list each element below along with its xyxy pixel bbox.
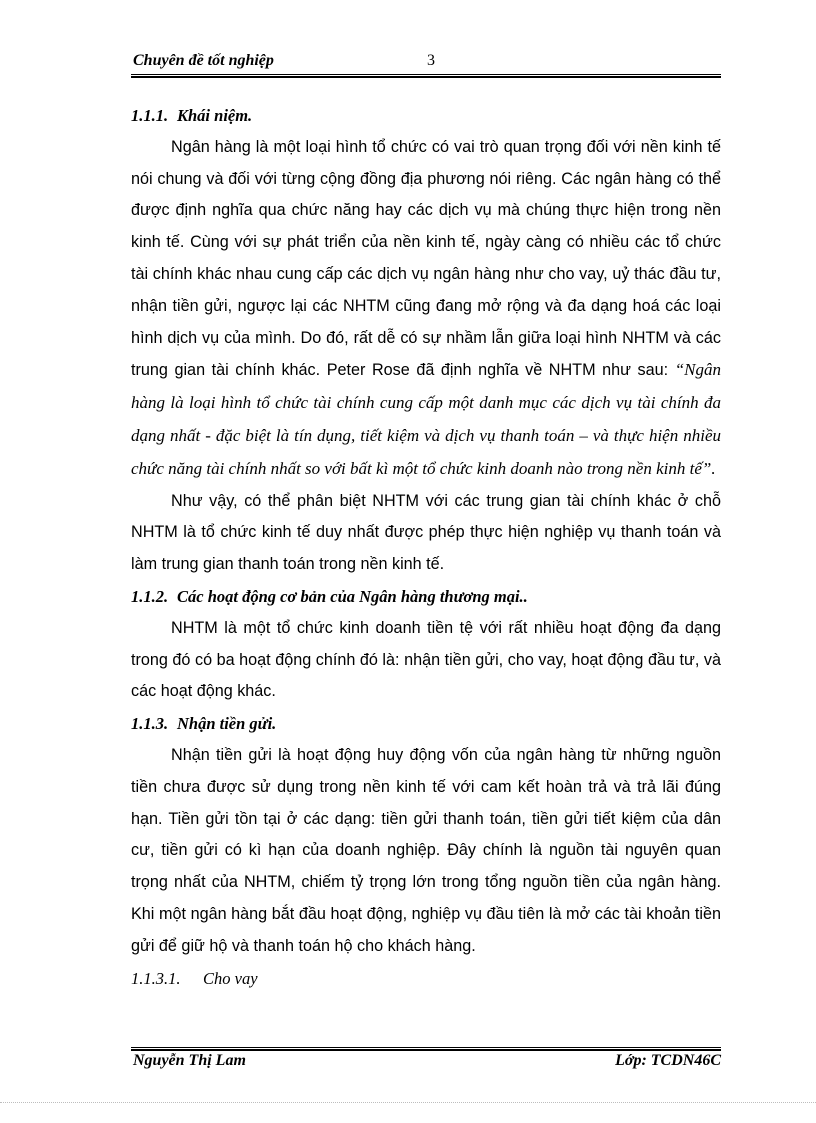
section-heading-1-1-1 bbox=[131, 100, 721, 132]
paragraph bbox=[131, 132, 721, 486]
subsection-heading bbox=[131, 963, 721, 995]
quote-text: “Ngân hàng là loại hình tổ chức tài chính cung cấp một danh mục các dịch vụ tài chính đa dạng nhất - đặc biệt là tín dụng, tiết kiệm và dịch vụ thanh toán – và thực hiện nhiều chức năng tài chính nhất so với bất kì một tổ chức kinh doanh nào trong nền kinh tế”. bbox=[131, 360, 721, 478]
page-header bbox=[133, 52, 721, 74]
section-title: Các hoạt động cơ bản của Ngân hàng thương mại.. bbox=[177, 586, 528, 606]
author-name: Nguyễn Thị Lam bbox=[133, 1052, 246, 1069]
header-title: Chuyên đề tốt nghiệp bbox=[133, 52, 274, 69]
footer-rule bbox=[131, 1047, 721, 1051]
subsection-title: Cho vay bbox=[203, 968, 258, 988]
section-title: Nhận tiền gửi. bbox=[177, 714, 277, 734]
page-number: 3 bbox=[427, 52, 435, 69]
paragraph: NHTM là một tổ chức kinh doanh tiền tệ với rất nhiều hoạt động đa dạng trong đó có ba hoạt động chính đó là: nhận tiền gửi, cho vay, hoạt động đầu tư, và các hoạt động khác. bbox=[131, 618, 721, 701]
document-body bbox=[131, 100, 721, 994]
section-number: 1.1.2. bbox=[131, 586, 169, 606]
header-rule bbox=[131, 74, 721, 78]
section-number: 1.1.3. bbox=[131, 714, 169, 734]
section-heading-1-1-3 bbox=[131, 708, 721, 740]
section-number: 1.1.1. bbox=[131, 106, 169, 125]
page-edge-divider bbox=[0, 1102, 816, 1103]
section-title: Khái niệm. bbox=[177, 106, 253, 125]
paragraph-text: Ngân hàng là một loại hình tổ chức có vai trò quan trọng đối với nền kinh tế nói chung và đối với từng cộng đồng địa phương nói riêng. Các ngân hàng có thể được định nghĩa qua chức năng hay các dịch vụ mà chúng thực hiện trong nền kinh tế. Cùng với sự phát triển của nền kinh tế, ngày càng có nhiều các tổ chức tài chính khác nhau cung cấp các dịch vụ ngân hàng như cho vay, uỷ thác đầu tư, nhận tiền gửi, ngược lại các NHTM cũng đang mở rộng và đa dạng hoá các loại hình dịch vụ của mình. Do đó, rất dễ có sự nhầm lẫn giữa loại hình NHTM và các trung gian tài chính khác. Peter Rose đã định nghĩa về NHTM như sau: bbox=[131, 137, 721, 380]
section-heading-1-1-2 bbox=[131, 581, 721, 613]
class-label: Lớp: TCDN46C bbox=[615, 1052, 721, 1069]
paragraph: Nhận tiền gửi là hoạt động huy động vốn của ngân hàng từ những nguồn tiền chưa được sử dụng trong nền kinh tế với cam kết hoàn trả và trả lãi đúng hạn. Tiền gửi tồn tại ở các dạng: tiền gửi thanh toán, tiền gửi tiết kiệm của dân cư, tiền gửi có kì hạn của doanh nghiệp. Đây chính là nguồn tài nguyên quan trọng nhất của NHTM, chiếm tỷ trọng lớn trong tổng nguồn tiền của ngân hàng. Khi một ngân hàng bắt đầu hoạt động, nghiệp vụ đầu tiên là mở các tài khoản tiền gửi để giữ hộ và thanh toán hộ cho khách hàng. bbox=[131, 745, 721, 955]
paragraph: Như vậy, có thể phân biệt NHTM với các trung gian tài chính khác ở chỗ NHTM là tổ chức kinh tế duy nhất được phép thực hiện nghiệp vụ thanh toán và làm trung gian thanh toán trong nền kinh tế. bbox=[131, 491, 721, 574]
subsection-number: 1.1.3.1. bbox=[131, 968, 181, 988]
page-footer bbox=[133, 1052, 721, 1074]
